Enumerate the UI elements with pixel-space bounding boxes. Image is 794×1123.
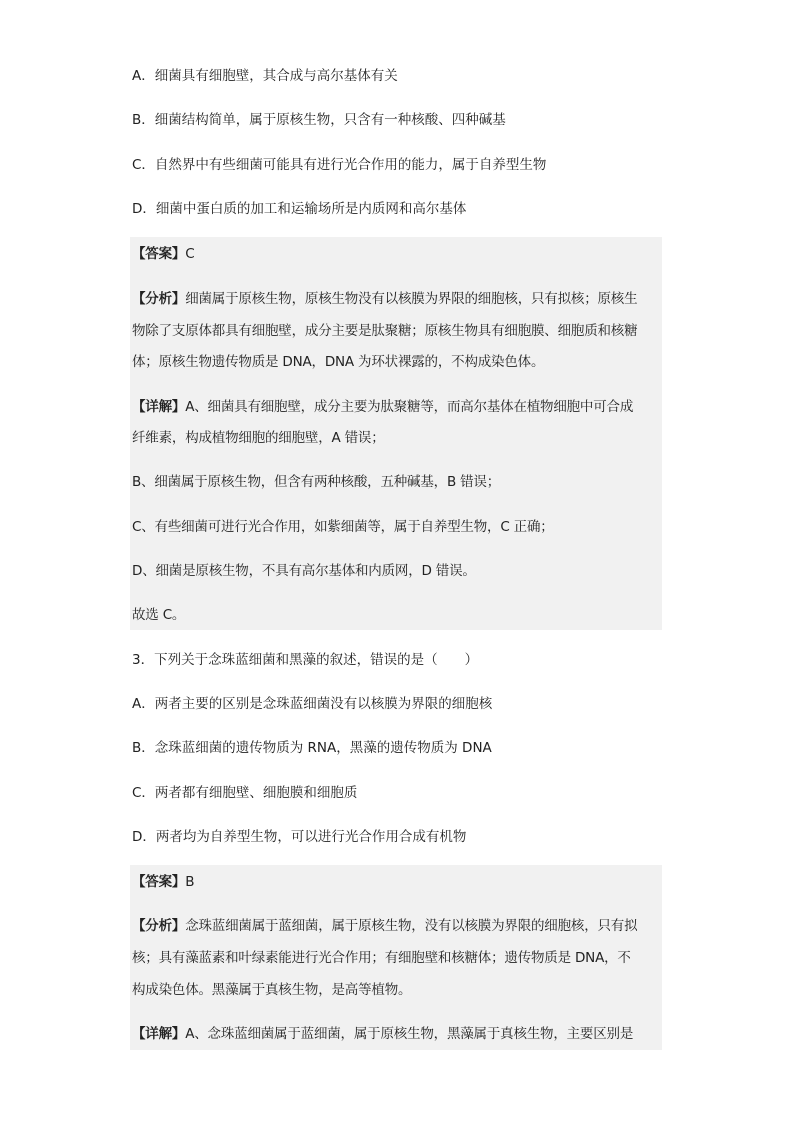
q3-answer (132, 872, 662, 892)
q2-analysis-tag: 【分析】 (132, 291, 186, 307)
q2-answer-tag: 【答案】 (132, 246, 186, 262)
q2-detail-line-6: 故选 C。 (132, 607, 186, 623)
q2-detail-line-1: 【详解】A、细菌具有细胞壁，成分主要为肽聚糖等，而高尔基体在植物细胞中可合成 (132, 399, 634, 415)
q2-option-c: C．自然界中有些细菌可能具有进行光合作用的能力，属于自养型生物 (132, 157, 547, 173)
q2-answer (132, 244, 662, 264)
q3-detail-tag: 【详解】 (132, 1026, 186, 1042)
q3-answer-tag: 【答案】 (132, 874, 186, 890)
q2-detail-tag: 【详解】 (132, 399, 186, 415)
q3-analysis-line-2: 核；具有藻蓝素和叶绿素能进行光合作用；有细胞壁和核糖体；遗传物质是 DNA，不 (132, 950, 631, 966)
q2-analysis-line-2: 物除了支原体都具有细胞壁，成分主要是肽聚糖；原核生物具有细胞膜、细胞质和核糖 (132, 323, 638, 339)
q2-detail-line-4: C、有些细菌可进行光合作用，如紫细菌等，属于自养型生物，C 正确； (132, 519, 554, 535)
q3-detail-line-1: 【详解】A、念珠蓝细菌属于蓝细菌，属于原核生物，黑藻属于真核生物，主要区别是 (132, 1026, 634, 1042)
q2-option-b: B．细菌结构简单，属于原核生物，只含有一种核酸、四种碱基 (132, 112, 506, 128)
q3-option-a: A．两者主要的区别是念珠蓝细菌没有以核膜为界限的细胞核 (132, 696, 493, 712)
q3-stem: 3．下列关于念珠蓝细菌和黑藻的叙述，错误的是（ ） (132, 652, 479, 668)
q3-option-b: B．念珠蓝细菌的遗传物质为 RNA，黑藻的遗传物质为 DNA (132, 740, 492, 756)
q3-analysis-tag: 【分析】 (132, 918, 186, 934)
q2-analysis-line-3: 体；原核生物遗传物质是 DNA，DNA 为环状裸露的，不构成染色体。 (132, 354, 545, 370)
q2-analysis-line-1: 【分析】细菌属于原核生物，原核生物没有以核膜为界限的细胞核，只有拟核；原核生 (132, 291, 638, 307)
q2-detail-line-2: 纤维素，构成植物细胞的细胞壁，A 错误； (132, 430, 385, 446)
q3-analysis-line-3: 构成染色体。黑藻属于真核生物，是高等植物。 (132, 982, 412, 998)
q3-answer-value: B (185, 874, 195, 890)
q2-detail-line-3: B、细菌属于原核生物，但含有两种核酸，五种碱基，B 错误； (132, 474, 501, 490)
q3-analysis-line-1: 【分析】念珠蓝细菌属于蓝细菌，属于原核生物，没有以核膜为界限的细胞核，只有拟 (132, 918, 638, 934)
q2-option-a: A．细菌具有细胞壁，其合成与高尔基体有关 (132, 68, 398, 84)
q3-option-c: C．两者都有细胞壁、细胞膜和细胞质 (132, 785, 358, 801)
q2-answer-value: C (185, 246, 195, 262)
q2-detail-line-5: D、细菌是原核生物，不具有高尔基体和内质网，D 错误。 (132, 563, 476, 579)
q3-option-d: D．两者均为自养型生物，可以进行光合作用合成有机物 (132, 829, 467, 845)
q2-option-d: D．细菌中蛋白质的加工和运输场所是内质网和高尔基体 (132, 201, 467, 217)
q3-solution-block (130, 865, 662, 1050)
q2-solution-block (130, 237, 662, 630)
